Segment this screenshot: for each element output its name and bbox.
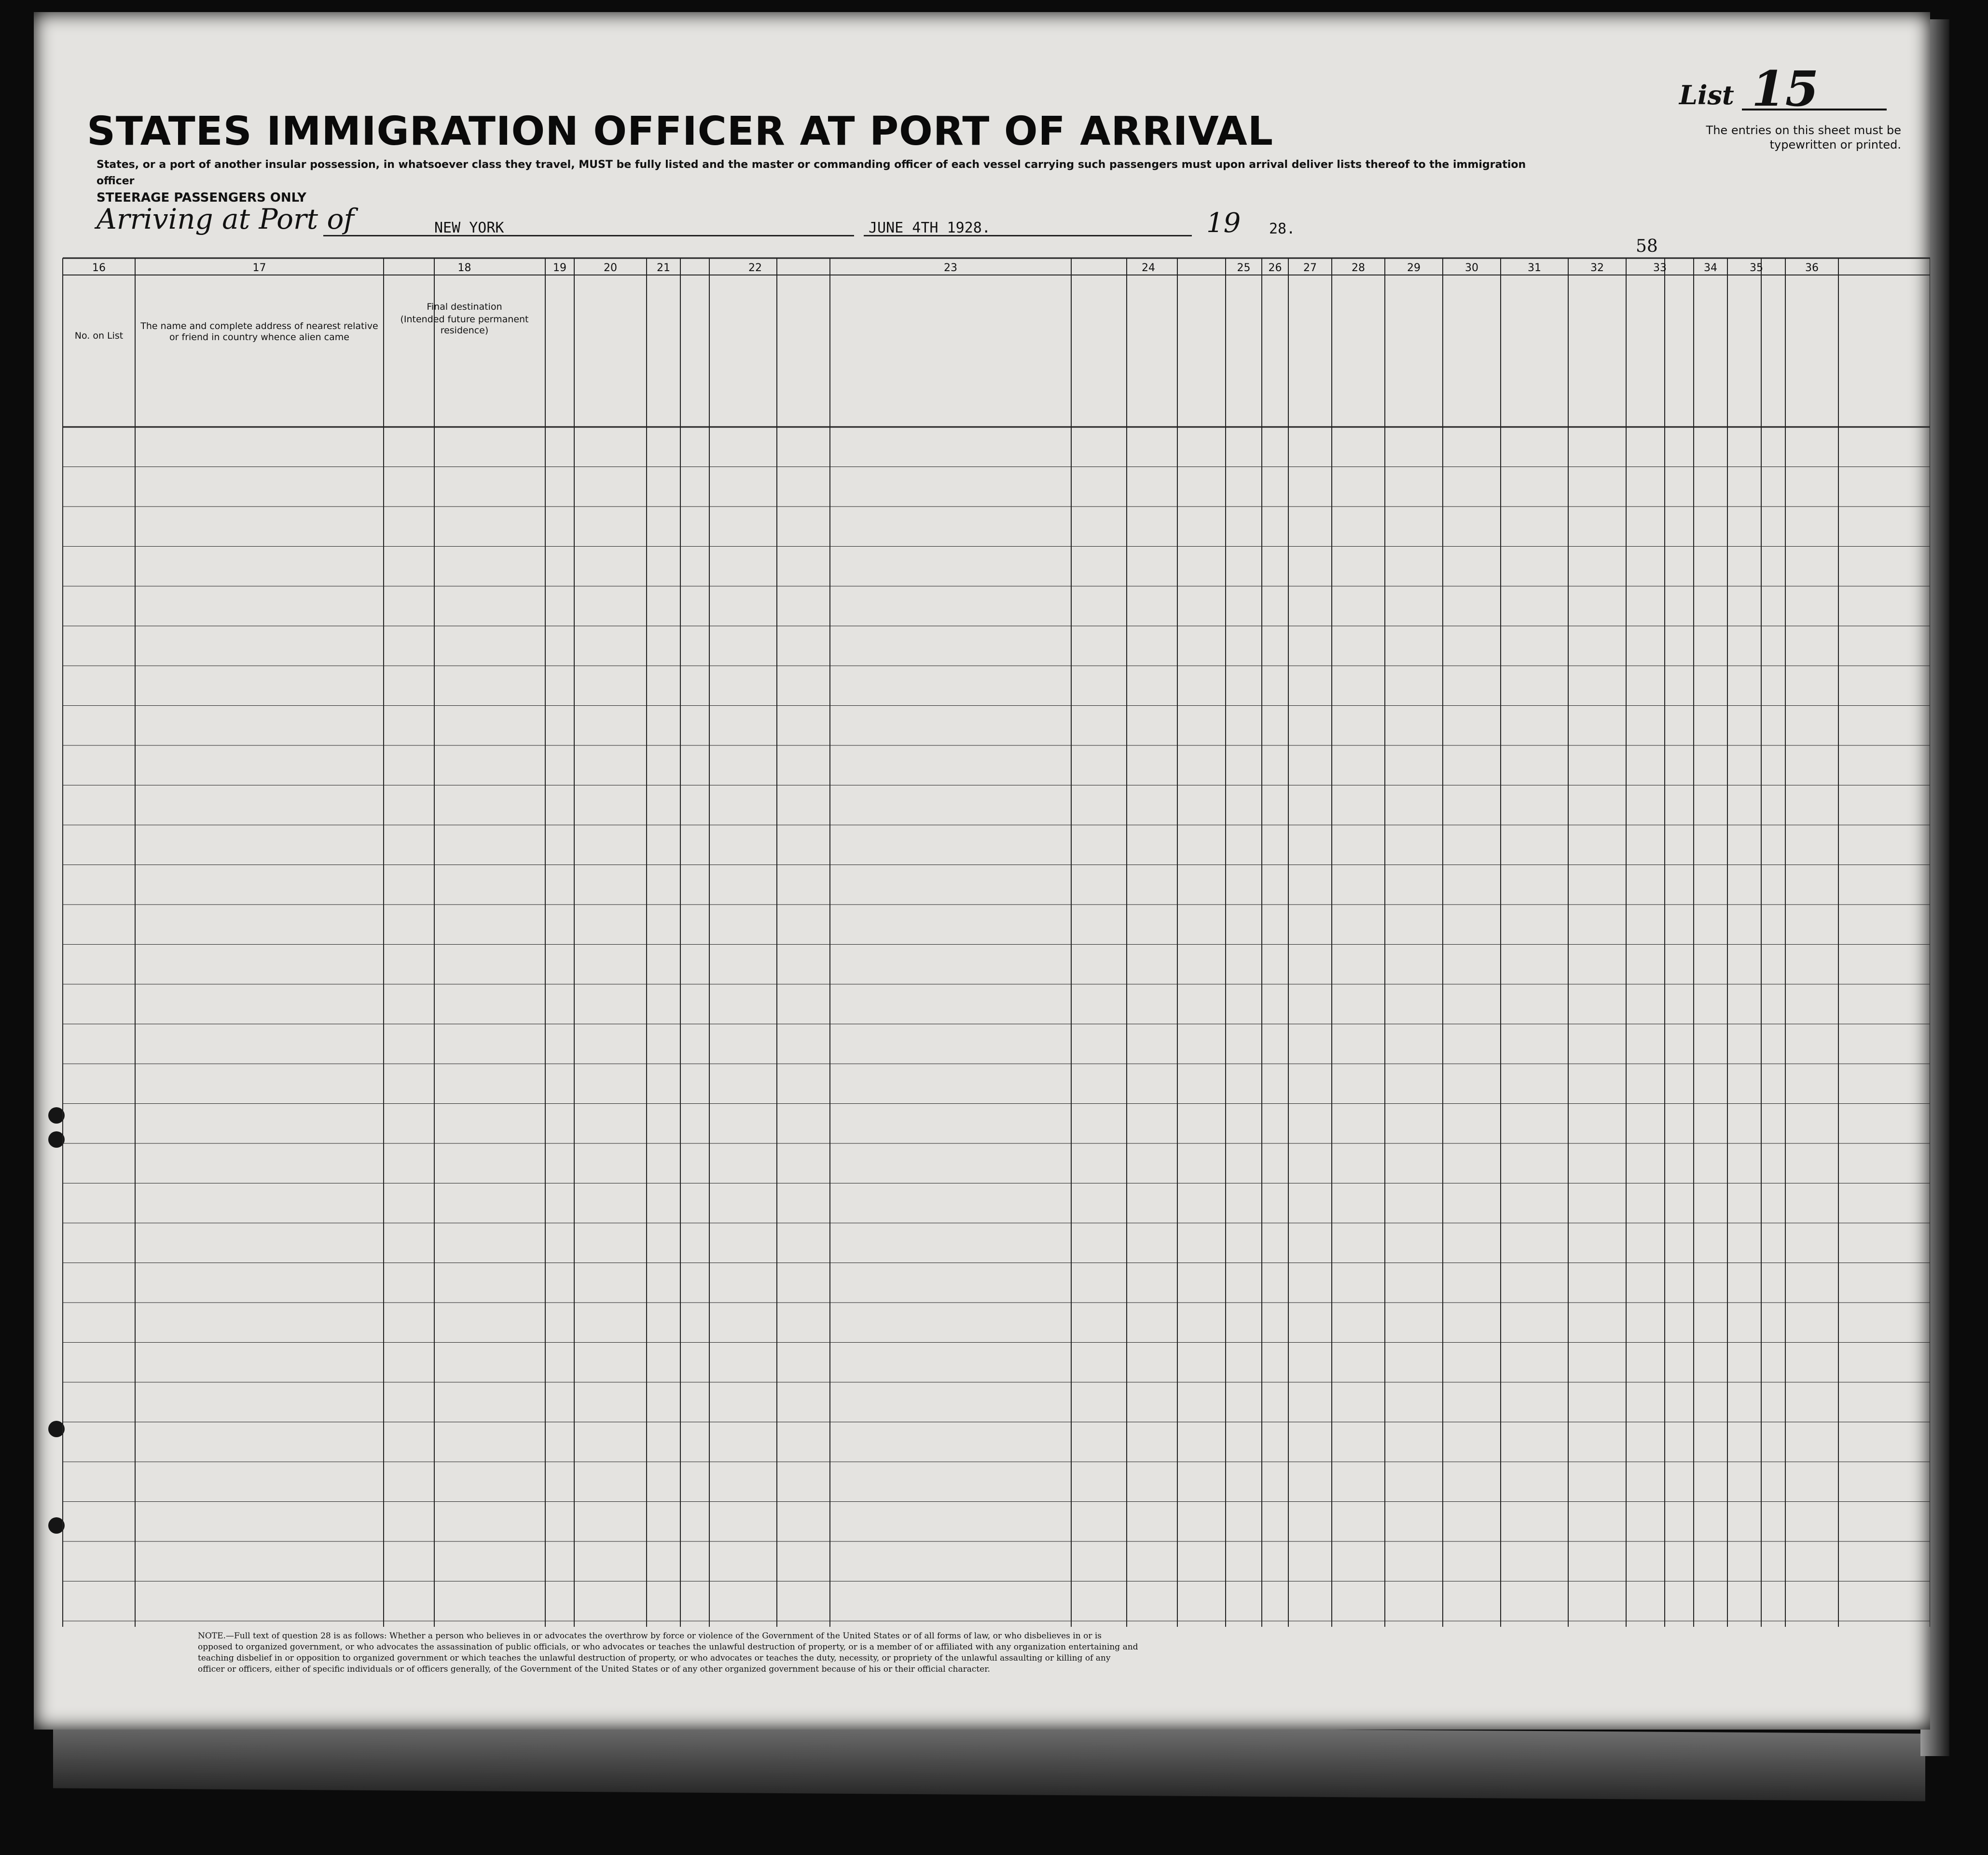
port-value: NEW YORK [434, 220, 504, 236]
year-suffix: 28. [1269, 220, 1296, 237]
column-number: 22 [748, 262, 762, 274]
passenger-class: STEERAGE PASSENGERS ONLY [97, 191, 306, 205]
column-number: 26 [1268, 262, 1282, 274]
column-number: 31 [1528, 262, 1541, 274]
column-number: 27 [1303, 262, 1317, 274]
column-number: 29 [1407, 262, 1421, 274]
manifest-sheet [34, 12, 1930, 1730]
arriving-label: Arriving at Port of [97, 203, 354, 235]
column-number: 18 [457, 262, 471, 274]
header-final-destination: Final destination [427, 302, 502, 312]
column-number: 34 [1704, 262, 1717, 274]
list-number: 15 [1752, 60, 1819, 117]
header-relative: The name and complete address of nearest relative or friend in country whence alien came [140, 321, 378, 343]
instructions-text: States, or a port of another insular possession, in whatsoever class they travel, MUST be fully listed and the master or commanding officer of each vessel carrying such passengers must upon arrival deliver lists thereof to the immigration officer [97, 159, 1526, 187]
header-no-on-list: No. on List [74, 330, 124, 341]
column-number: 32 [1590, 262, 1604, 274]
column-number: 23 [944, 262, 957, 274]
page-number: 58 [1636, 236, 1658, 256]
column-number: 21 [657, 262, 670, 274]
entries-note: The entries on this sheet must be typewritten or printed. [1706, 124, 1901, 151]
column-number: 16 [92, 262, 106, 274]
column-number: 24 [1142, 262, 1155, 274]
footnote: NOTE.—Full text of question 28 is as follows: Whether a person who believes in or advocates the overthrow by force or violence of the Government of the United States or of all forms of law, or who disbelieves in or is opposed to organized government, or who advocates the assassination of public officials, or who advocates or teaches the unlawful destruction of property, or is a member of or affiliated with any organization entertaining and teaching disbelief in or opposition to organized government or which teaches the unlawful destruction of property, or who advocates or teaches the duty, necessity, or propriety of the unlawful assaulting or killing of any officer or officers, either of specific individuals or of officers generally, of the Government of the United States or of any other organized government because of his or their official character. [198, 1631, 1138, 1674]
year-prefix: 19 [1206, 207, 1241, 239]
column-number: 20 [604, 262, 617, 274]
column-number: 17 [252, 262, 266, 274]
column-number: 33 [1653, 262, 1667, 274]
date-value: JUNE 4TH 1928. [869, 220, 991, 236]
column-number: 30 [1465, 262, 1478, 274]
list-label: List [1679, 80, 1734, 110]
column-number: 36 [1805, 262, 1819, 274]
column-number: 19 [553, 262, 566, 274]
column-number: 25 [1237, 262, 1251, 274]
column-number: 35 [1750, 262, 1763, 274]
page-stack-edge [53, 1720, 1925, 1801]
header-final-destination-sub: (Intended future permanent residence) [400, 314, 529, 336]
column-number: 28 [1352, 262, 1365, 274]
page-title: STATES IMMIGRATION OFFICER AT PORT OF ARRIVAL [87, 109, 1273, 154]
